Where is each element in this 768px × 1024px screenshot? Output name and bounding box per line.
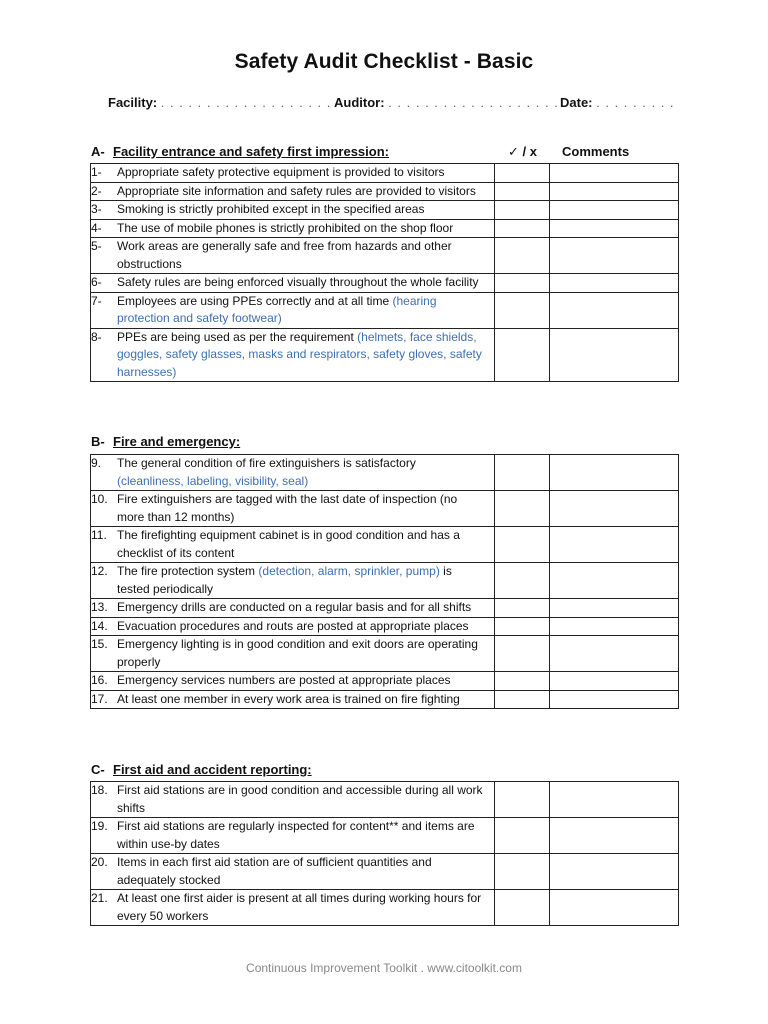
facility-field [108, 95, 331, 110]
footer-credit: Continuous Improvement Toolkit . www.citoolkit.com [246, 961, 522, 975]
item-number: 16. [91, 673, 108, 687]
comments-cell[interactable] [550, 182, 679, 201]
check-cell[interactable] [495, 274, 550, 293]
item-text-block [117, 672, 483, 690]
item-cell [91, 527, 495, 563]
item-number: 13. [91, 600, 108, 614]
item-note: (hearing protection and safety footwear) [117, 293, 437, 325]
checklist-row [91, 527, 679, 563]
check-column-header: ✓ / x [508, 144, 537, 159]
checklist-row [91, 782, 679, 818]
item-cell [91, 238, 495, 274]
check-cell[interactable] [495, 219, 550, 238]
item-text-block [117, 563, 483, 598]
checklist-row [91, 563, 679, 599]
checklist-row [91, 672, 679, 691]
comments-cell[interactable] [550, 818, 679, 854]
item-cell [91, 782, 495, 818]
item-text: The firefighting equipment cabinet is in good condition and has a checklist of its content [117, 528, 460, 560]
checklist-row [91, 617, 679, 636]
check-cell[interactable] [495, 201, 550, 220]
checklist-row [91, 599, 679, 618]
check-cell[interactable] [495, 890, 550, 926]
check-cell[interactable] [495, 455, 550, 491]
check-cell[interactable] [495, 563, 550, 599]
checklist-row [91, 292, 679, 328]
checklist-row [91, 890, 679, 926]
item-text-block [117, 293, 483, 328]
item-text: PPEs are being used as per the requirement [117, 329, 354, 344]
check-cell[interactable] [495, 238, 550, 274]
item-text: The use of mobile phones is strictly prohibited on the shop floor [117, 220, 454, 235]
comments-cell[interactable] [550, 617, 679, 636]
item-number: 8- [91, 329, 102, 344]
item-cell [91, 890, 495, 926]
section-c-heading [91, 762, 312, 777]
item-text: Items in each first aid station are of sufficient quantities and adequately stocked [117, 855, 432, 887]
item-cell [91, 690, 495, 709]
comments-cell[interactable] [550, 854, 679, 890]
item-text: The general condition of fire extinguishers is satisfactory [117, 456, 416, 470]
checklist-row [91, 238, 679, 274]
comments-cell[interactable] [550, 219, 679, 238]
checklist-row [91, 274, 679, 293]
section-b-heading [91, 434, 240, 449]
item-cell [91, 219, 495, 238]
check-cell[interactable] [495, 292, 550, 328]
item-text-block [117, 636, 483, 671]
checklist-row [91, 854, 679, 890]
checklist-row [91, 164, 679, 183]
item-number: 6- [91, 275, 102, 289]
checklist-row [91, 690, 679, 709]
item-number: 3- [91, 202, 102, 216]
item-text: At least one member in every work area is trained on fire fighting [117, 691, 460, 706]
auditor-label: Auditor: [334, 95, 385, 110]
comments-cell[interactable] [550, 563, 679, 599]
checklist-row [91, 201, 679, 220]
facility-label: Facility: [108, 95, 158, 110]
item-text-block [117, 890, 483, 925]
item-note: (helmets, face shields, goggles, safety glasses, masks and respirators, safety gloves, safety harnesses) [117, 329, 482, 379]
item-text-block [117, 201, 483, 219]
check-cell[interactable] [495, 854, 550, 890]
item-number: 1- [91, 165, 102, 179]
check-cell[interactable] [495, 182, 550, 201]
item-number: 21. [91, 891, 108, 905]
section-a-table [90, 163, 679, 382]
auditor-blank: . . . . . . . . . . . . . . . . . . . [388, 95, 559, 110]
document-title: Safety Audit Checklist - Basic [234, 50, 534, 73]
check-cell[interactable] [495, 491, 550, 527]
item-cell [91, 182, 495, 201]
item-note: (cleanliness, labeling, visibility, seal) [117, 473, 309, 488]
item-number: 20. [91, 855, 108, 869]
section-c-table [90, 781, 679, 926]
item-text-block [117, 455, 483, 490]
checklist-row [91, 636, 679, 672]
item-text: Work areas are generally safe and free from hazards and other obstructions [117, 239, 452, 271]
checklist-row [91, 818, 679, 854]
comments-cell[interactable] [550, 636, 679, 672]
item-text: Evacuation procedures and routs are posted at appropriate places [117, 618, 469, 633]
item-text: Fire extinguishers are tagged with the last date of inspection (no more than 12 months) [117, 492, 458, 524]
item-number: 4- [91, 220, 102, 235]
item-text-block [117, 220, 483, 238]
item-text: Safety rules are being enforced visually throughout the whole facility [117, 275, 479, 289]
item-number: 17. [91, 691, 108, 706]
comments-cell[interactable] [550, 201, 679, 220]
checklist-row [91, 219, 679, 238]
item-text: First aid stations are in good condition and accessible during all work shifts [117, 783, 483, 815]
item-text-block [117, 183, 483, 201]
facility-blank: . . . . . . . . . . . . . . . . . . . [160, 95, 332, 110]
auditor-field [334, 95, 559, 110]
section-letter: B- [91, 434, 105, 449]
item-text: Emergency services numbers are posted at appropriate places [117, 673, 451, 687]
check-cell[interactable] [495, 818, 550, 854]
comments-cell[interactable] [550, 491, 679, 527]
comments-cell[interactable] [550, 672, 679, 691]
comments-cell[interactable] [550, 782, 679, 818]
item-text-block [117, 491, 483, 526]
comments-cell[interactable] [550, 455, 679, 491]
item-cell [91, 818, 495, 854]
comments-cell[interactable] [550, 274, 679, 293]
check-cell[interactable] [495, 690, 550, 709]
item-text-block [117, 599, 483, 617]
item-number: 7- [91, 293, 102, 308]
item-cell [91, 455, 495, 491]
comments-cell[interactable] [550, 238, 679, 274]
item-number: 2- [91, 183, 102, 198]
section-letter: C- [91, 762, 105, 777]
item-number: 9. [91, 456, 102, 470]
item-cell [91, 617, 495, 636]
item-text: First aid stations are regularly inspected for content** and items are within use-by dates [117, 819, 475, 851]
date-field [560, 95, 675, 110]
item-cell [91, 563, 495, 599]
comments-cell[interactable] [550, 328, 679, 382]
checklist-row [91, 455, 679, 491]
item-text-block [117, 782, 483, 817]
date-label: Date: [560, 95, 593, 110]
item-number: 18. [91, 783, 108, 797]
item-cell [91, 491, 495, 527]
item-text-block [117, 329, 483, 382]
item-number: 15. [91, 637, 108, 651]
item-cell [91, 292, 495, 328]
item-number: 11. [91, 528, 107, 542]
item-text: Smoking is strictly prohibited except in the specified areas [117, 202, 425, 216]
item-number: 14. [91, 618, 108, 633]
item-cell [91, 201, 495, 220]
section-name: First aid and accident reporting: [113, 762, 312, 777]
section-letter: A- [91, 144, 105, 159]
comments-cell[interactable] [550, 164, 679, 183]
item-text-block [117, 854, 483, 889]
item-text: Employees are using PPEs correctly and at all time [117, 293, 390, 308]
item-text: At least one first aider is present at all times during working hours for every 50 workers [117, 891, 482, 923]
section-a-heading [91, 144, 389, 159]
check-cell[interactable] [495, 527, 550, 563]
checklist-row [91, 328, 679, 382]
item-text-block [117, 274, 483, 292]
check-cell[interactable] [495, 599, 550, 618]
item-text-block [117, 527, 483, 562]
comments-cell[interactable] [550, 292, 679, 328]
checklist-row [91, 182, 679, 201]
item-text-block [117, 818, 483, 853]
check-cell[interactable] [495, 617, 550, 636]
comments-cell[interactable] [550, 599, 679, 618]
check-cell[interactable] [495, 636, 550, 672]
item-number: 5- [91, 239, 102, 253]
item-text-block [117, 238, 483, 273]
item-text: The fire protection system [117, 564, 256, 578]
item-cell [91, 164, 495, 183]
checklist-row [91, 491, 679, 527]
section-name: Facility entrance and safety first impression: [113, 144, 389, 159]
item-text: Appropriate site information and safety rules are provided to visitors [117, 183, 476, 198]
item-cell [91, 672, 495, 691]
item-text-block [117, 691, 483, 709]
check-cell[interactable] [495, 782, 550, 818]
item-text-block [117, 618, 483, 636]
date-blank: . . . . . . . . . [596, 95, 675, 110]
item-number: 12. [91, 564, 108, 578]
item-cell [91, 328, 495, 382]
item-text-block [117, 164, 483, 182]
item-text: Emergency drills are conducted on a regular basis and for all shifts [117, 600, 472, 614]
item-cell [91, 599, 495, 618]
comments-cell[interactable] [550, 690, 679, 709]
item-cell [91, 274, 495, 293]
comments-column-header: Comments [562, 144, 630, 159]
section-name: Fire and emergency: [113, 434, 241, 449]
item-number: 10. [91, 492, 108, 506]
item-note: (detection, alarm, sprinkler, pump) [258, 564, 440, 578]
item-number: 19. [91, 819, 108, 833]
comments-cell[interactable] [550, 890, 679, 926]
section-b-table [90, 454, 679, 709]
item-text-tail: is tested periodically [117, 564, 452, 596]
item-cell [91, 854, 495, 890]
item-text: Emergency lighting is in good condition and exit doors are operating properly [117, 637, 478, 669]
check-cell[interactable] [495, 672, 550, 691]
item-text: Appropriate safety protective equipment is provided to visitors [117, 165, 445, 179]
check-cell[interactable] [495, 164, 550, 183]
item-cell [91, 636, 495, 672]
check-cell[interactable] [495, 328, 550, 382]
comments-cell[interactable] [550, 527, 679, 563]
